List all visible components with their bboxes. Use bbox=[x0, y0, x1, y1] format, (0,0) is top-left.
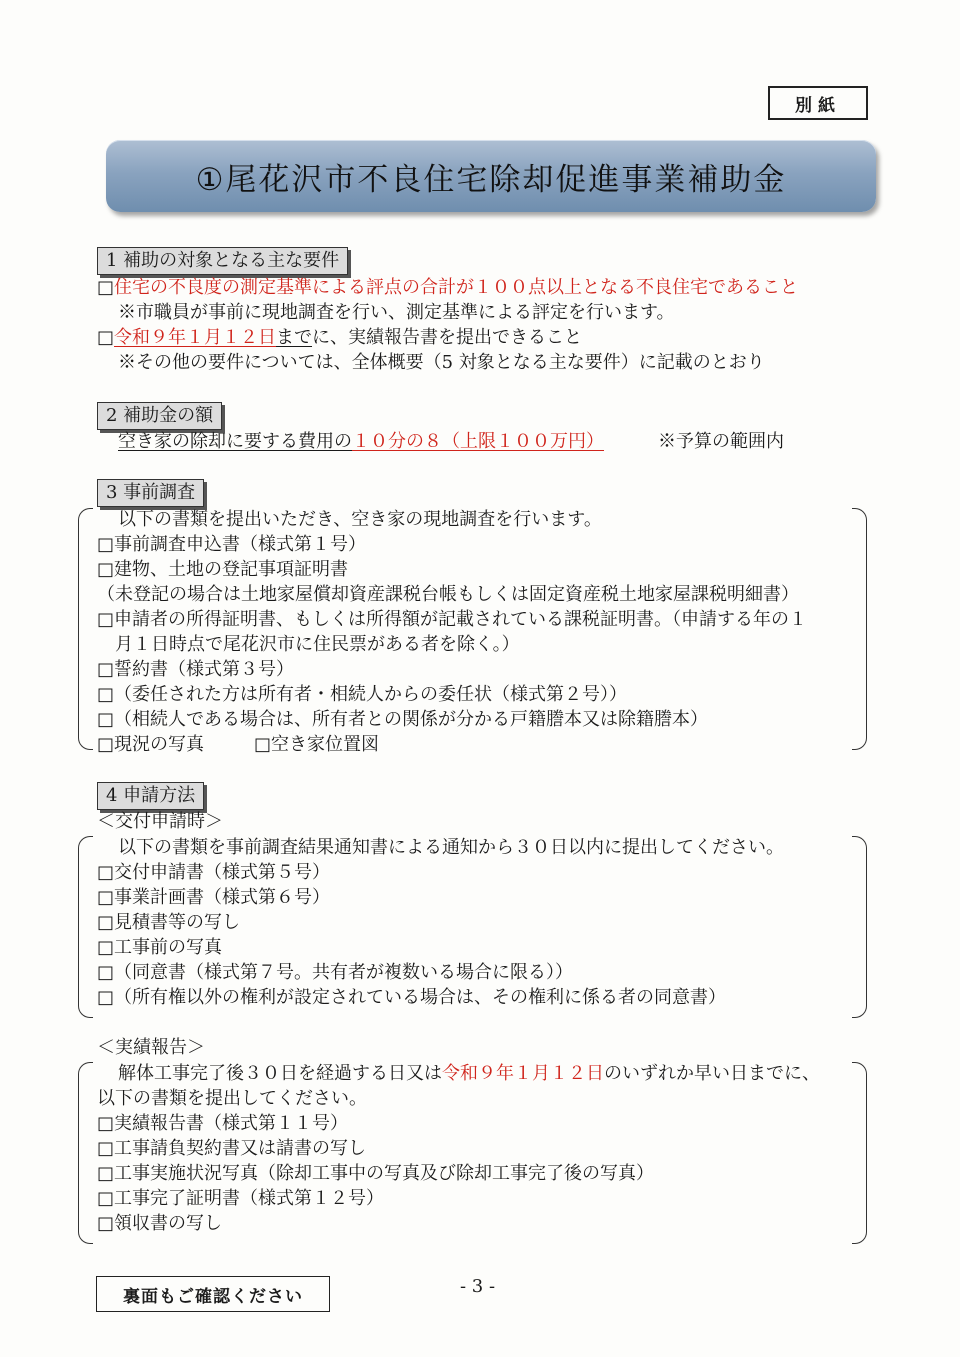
list-item: （未登記の場合は土地家屋償却資産課税台帳もしくは固定資産税土地家屋課税明細書） bbox=[97, 584, 799, 605]
list-item: □現況の写真 bbox=[97, 734, 205, 755]
requirement-2 bbox=[97, 326, 582, 350]
survey-intro: 以下の書類を提出いただき、空き家の現地調査を行います。 bbox=[118, 509, 602, 530]
report-intro-text-2: のいずれか早い日までに、 bbox=[604, 1063, 820, 1084]
section-4-heading: 4 申請方法 bbox=[97, 782, 204, 810]
report-deadline: 令和９年１月１２日 bbox=[442, 1063, 604, 1084]
grant-application-label: ＜交付申請時＞ bbox=[97, 811, 223, 832]
subsidy-amount-label: 空き家の除却に要する費用の bbox=[118, 431, 352, 452]
report-intro-line-2: 以下の書類を提出してください。 bbox=[97, 1088, 367, 1109]
deadline-date: 令和９年１月１２日 bbox=[114, 327, 277, 348]
list-item: □（所有権以外の権利が設定されている場合は、その権利に係る者の同意書） bbox=[97, 987, 727, 1008]
list-item: □工事実施状況写真（除却工事中の写真及び除却工事完了後の写真） bbox=[97, 1163, 655, 1184]
list-item: □空き家位置図 bbox=[254, 734, 380, 755]
list-item: □事業計画書（様式第６号） bbox=[97, 887, 331, 908]
annex-label: 別紙 bbox=[768, 86, 868, 120]
page-number: - 3 - bbox=[460, 1276, 496, 1297]
requirement-1-text: 住宅の不良度の測定基準による評点の合計が１００点以上となる不良住宅であること bbox=[114, 277, 799, 298]
bracket-right bbox=[852, 836, 867, 1018]
bracket-left bbox=[78, 508, 93, 750]
budget-note: ※予算の範囲内 bbox=[658, 431, 784, 452]
bracket-left bbox=[78, 1062, 93, 1244]
list-item: □（相続人である場合は、所有者との関係が分かる戸籍謄本又は除籍謄本） bbox=[97, 709, 709, 730]
requirement-2-note: ※その他の要件については、全体概要（5 対象となる主な要件）に記載のとおり bbox=[118, 352, 765, 373]
grant-intro: 以下の書類を事前調査結果通知書による通知から３０日以内に提出してください。 bbox=[118, 837, 784, 858]
list-item: □工事前の写真 bbox=[97, 937, 223, 958]
subsidy-amount-value: １０分の８（上限１００万円） bbox=[352, 431, 604, 452]
section-3-heading: 3 事前調査 bbox=[97, 479, 204, 507]
see-reverse-note: 裏面もご確認ください bbox=[96, 1276, 330, 1312]
list-item: □領収書の写し bbox=[97, 1213, 223, 1234]
list-item: □事前調査申込書（様式第１号） bbox=[97, 534, 367, 555]
list-item: 月１日時点で尾花沢市に住民票がある者を除く。） bbox=[97, 634, 520, 655]
checkbox-icon: □ bbox=[97, 327, 115, 348]
bracket-right bbox=[852, 508, 867, 750]
list-item: □実績報告書（様式第１１号） bbox=[97, 1113, 349, 1134]
requirement-1 bbox=[97, 276, 798, 300]
bracket-left bbox=[78, 836, 93, 1018]
list-item: □誓約書（様式第３号） bbox=[97, 659, 295, 680]
subsidy-amount bbox=[118, 430, 604, 454]
section-1-heading: 1 補助の対象となる主な要件 bbox=[97, 247, 348, 275]
list-item: □交付申請書（様式第５号） bbox=[97, 862, 331, 883]
bracket-right bbox=[852, 1062, 867, 1244]
report-intro-text: 解体工事完了後３０日を経過する日又は bbox=[118, 1063, 442, 1084]
deadline-made: まで bbox=[276, 327, 313, 348]
list-item: □（委任された方は所有者・相続人からの委任状（様式第２号）） bbox=[97, 684, 628, 705]
report-intro bbox=[118, 1062, 820, 1086]
list-item: □見積書等の写し bbox=[97, 912, 241, 933]
list-item: □建物、土地の登記事項証明書 bbox=[97, 559, 349, 580]
list-item: □（同意書（様式第７号。共有者が複数いる場合に限る）） bbox=[97, 962, 574, 983]
list-item: □工事請負契約書又は請書の写し bbox=[97, 1138, 367, 1159]
list-item: □申請者の所得証明書、もしくは所得額が記載されている課税証明書。（申請する年の１ bbox=[97, 609, 808, 630]
page-title: ①尾花沢市不良住宅除却促進事業補助金 bbox=[106, 140, 876, 212]
requirement-2-text: に、実績報告書を提出できること bbox=[312, 327, 583, 348]
checkbox-icon: □ bbox=[97, 277, 115, 298]
requirement-1-note: ※市職員が事前に現地調査を行い、測定基準による評定を行います。 bbox=[118, 302, 675, 323]
section-2-heading: 2 補助金の額 bbox=[97, 402, 222, 430]
performance-report-label: ＜実績報告＞ bbox=[97, 1037, 205, 1058]
list-item: □工事完了証明書（様式第１２号） bbox=[97, 1188, 385, 1209]
